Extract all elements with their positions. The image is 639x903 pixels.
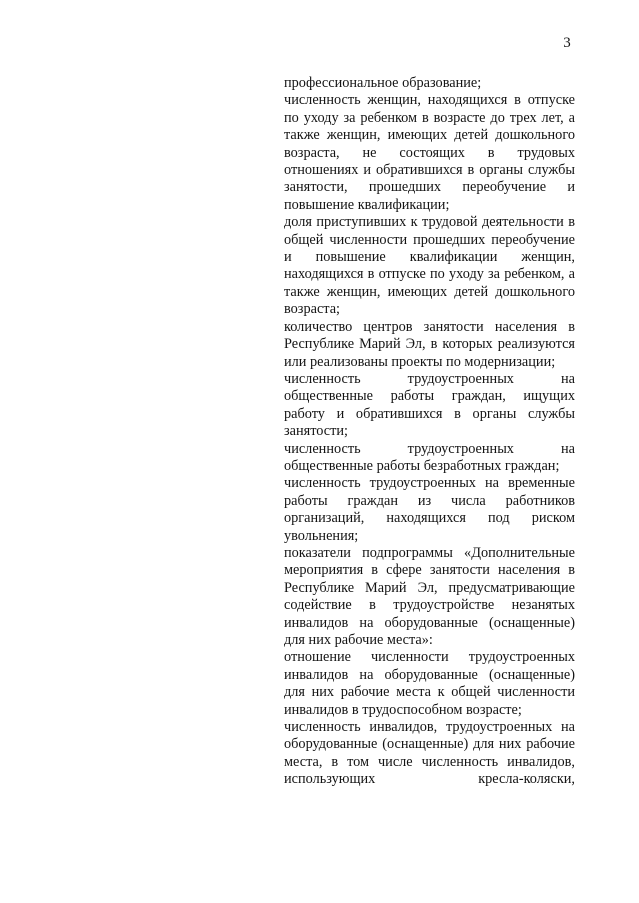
paragraph: численность инвалидов, трудоустроенных на оборудованные (оснащенные) для них рабочие места, в том числе численность инвалидов, использующих кресла-коляски, xyxy=(284,719,575,788)
paragraph: численность трудоустроенных на общественные работы граждан, ищущих работу и обратившихся в органы службы занятости; xyxy=(284,370,575,440)
paragraph: численность трудоустроенных на временные работы граждан из числа работников организаций, находящихся под риском увольнения; xyxy=(284,475,575,544)
paragraph: численность женщин, находящихся в отпуске по уходу за ребенком в возрасте до трех лет, а также женщин, имеющих детей дошкольного возраста, не состоящих в трудовых отношениях и обратившихся в органы службы занятости, прошедших переобучение и повышение квалификации; xyxy=(284,92,575,213)
paragraph: численность трудоустроенных на общественные работы безработных граждан; xyxy=(284,440,575,474)
paragraph: показатели подпрограммы «Дополнительные мероприятия в сфере занятости населения в Республике Марий Эл, предусматривающие содействие в трудоустройстве незанятых инвалидов на оборудованные (оснащенные) для них рабочие места»: xyxy=(284,544,575,648)
body-text xyxy=(284,75,575,789)
paragraph: отношение численности трудоустроенных инвалидов на оборудованные (оснащенные) для них рабочие места к общей численности инвалидов в трудоспособном возрасте; xyxy=(284,649,575,718)
paragraph: количество центров занятости населения в Республике Марий Эл, в которых реализуются или реализованы проекты по модернизации; xyxy=(284,318,575,370)
paragraph: доля приступивших к трудовой деятельности в общей численности прошедших переобучение и повышение квалификации женщин, находящихся в отпуске по уходу за ребенком, а также женщин, имеющих детей дошкольного возраста; xyxy=(284,214,575,318)
paragraph: профессиональное образование; xyxy=(284,75,482,91)
page-number: 3 xyxy=(563,35,571,51)
